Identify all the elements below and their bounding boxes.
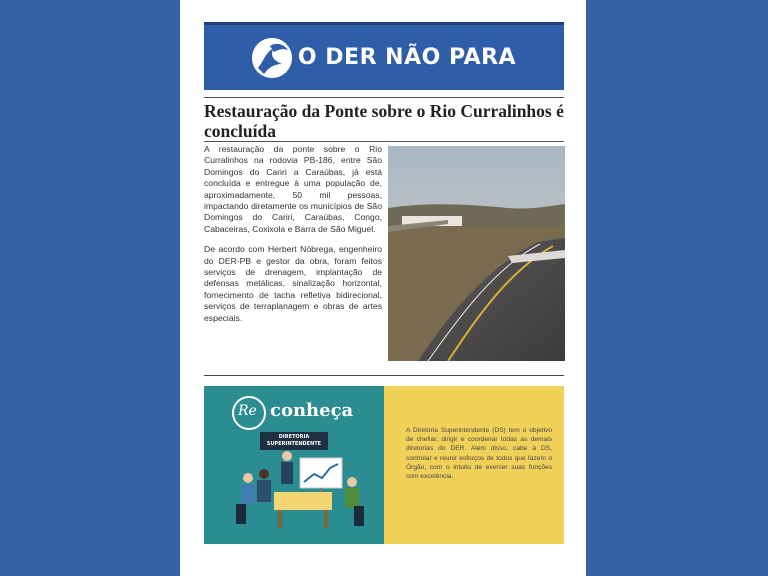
divider — [204, 141, 564, 142]
divider — [204, 375, 564, 376]
bridge-photo — [388, 146, 565, 361]
divider — [204, 97, 564, 98]
ds-badge: DIRETORIA SUPERINTENDENTE — [260, 432, 328, 450]
meeting-illustration — [204, 386, 384, 544]
banner-title: O DER NÃO PARA — [297, 45, 517, 70]
promo-text-panel — [384, 386, 564, 544]
article-headline: Restauração da Ponte sobre o Rio Curralinhos é concluída — [204, 101, 564, 141]
newsletter-page — [180, 0, 586, 576]
promo-banner — [204, 386, 564, 544]
promo-conheca: conheça — [270, 400, 354, 421]
promo-illustration — [204, 386, 384, 544]
promo-description: A Diretoria Superintendente (DS) tem o objetivo de chefiar, dirigir e coordenar todas as demais diretorias do DER. Além disso, cabe à DS, controlar e reunir esforços de todos que fazem o Órgão, com o intuito de exercer suas funções com excelência. — [406, 427, 552, 481]
promo-re: Re — [238, 403, 257, 419]
article-paragraph: De acordo com Herbert Nóbrega, engenheiro do DER-PB e gestor da obra, foram feitos serviços de drenagem, implantação de defensas metálicas, sinalização horizontal, fornecimento de tacha refletiva bidirecional, serviços de terraplanagem e obras de artes especiais. — [204, 244, 382, 323]
der-logo-icon — [252, 38, 292, 78]
header-banner — [204, 22, 564, 90]
article-paragraph: A restauração da ponte sobre o Rio Curralinhos na rodovia PB-186, entre São Domingos do Cariri a Caraúbas, já está concluída e entregue à uma população de, aproximadamente, 50 mil pessoas, impactando diretamente os municípios de São Domingos do Cariri, Caraúbas, Congo, Cabaceiras, Coxixola e Barra de São Miguel. — [204, 144, 382, 234]
article-body — [204, 144, 382, 333]
